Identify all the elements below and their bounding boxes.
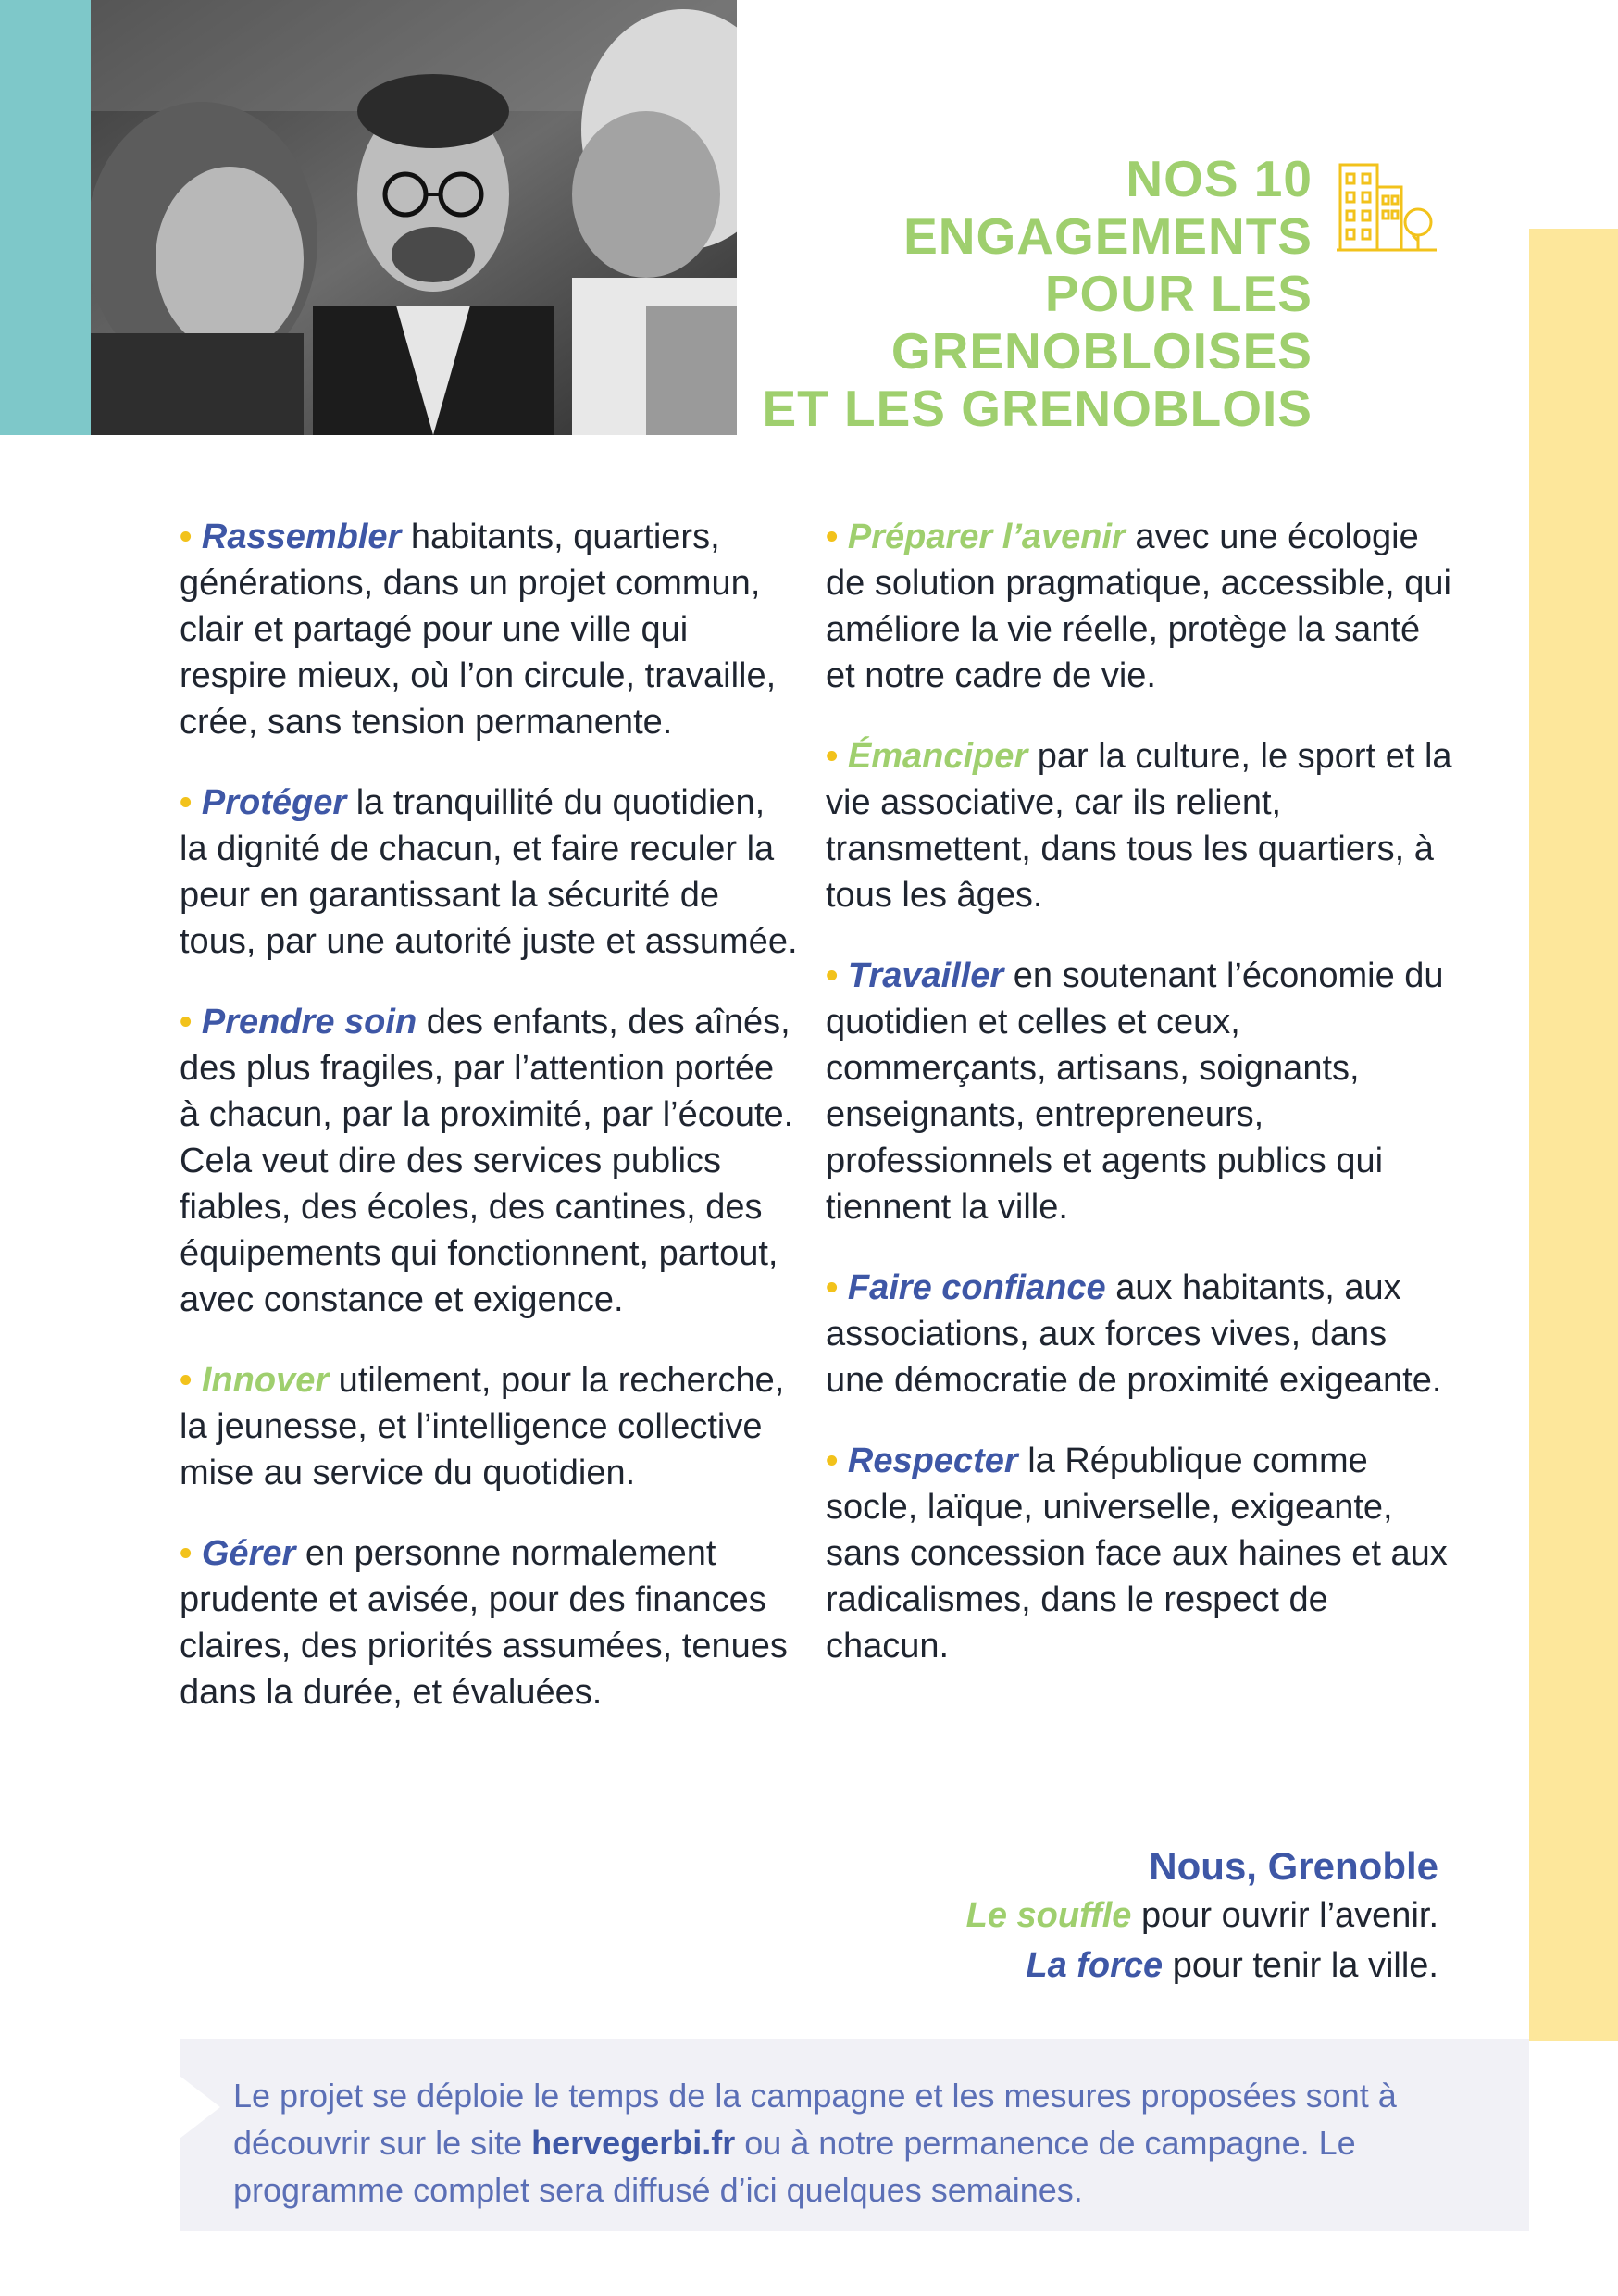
bullet: • bbox=[180, 1361, 193, 1400]
title-line: POUR LES bbox=[1044, 265, 1313, 322]
engagement-item bbox=[826, 514, 1455, 699]
footer-text-before: Le projet se déploie le temps de la campagne et les mesures proposées sont à découvrir sur le site bbox=[233, 2077, 1397, 2162]
title-line: ENGAGEMENTS bbox=[903, 207, 1313, 265]
engagement-text: utilement, pour la recherche, la jeunesse, et l’intelligence collective mise au service du quotidien. bbox=[180, 1361, 785, 1492]
engagement-text: avec une écologie de solution pragmatique, accessible, qui améliore la vie réelle, protège la santé et notre cadre de vie. bbox=[826, 518, 1451, 695]
engagement-item bbox=[826, 1265, 1455, 1404]
engagement-item bbox=[826, 1438, 1455, 1669]
footer-text-after: ou à notre permanence de campagne. Le programme complet sera diffusé d’ici quelques semaines. bbox=[233, 2124, 1356, 2209]
signature-block bbox=[966, 1842, 1438, 1990]
signature-text: pour ouvrir l’avenir. bbox=[1131, 1896, 1438, 1935]
footer-text bbox=[233, 2072, 1492, 2214]
engagement-keyword: Travailler bbox=[847, 956, 1004, 995]
bullet: • bbox=[180, 1534, 193, 1573]
bullet: • bbox=[826, 1441, 839, 1480]
website-link[interactable]: hervegerbi.fr bbox=[531, 2124, 736, 2162]
engagement-text: aux habitants, aux associations, aux forces vives, dans une démocratie de proximité exigeante. bbox=[826, 1268, 1442, 1400]
campaign-photo bbox=[91, 0, 737, 435]
engagement-keyword: Innover bbox=[201, 1361, 330, 1400]
engagement-item bbox=[180, 780, 800, 965]
bullet: • bbox=[826, 956, 839, 995]
title-line: ET LES GRENOBLOIS bbox=[762, 380, 1313, 437]
engagement-keyword: Faire confiance bbox=[847, 1268, 1106, 1307]
engagement-text: la République comme socle, laïque, universelle, exigeante, sans concession face aux haines et aux radicalismes, dans le respect de chacun. bbox=[826, 1441, 1448, 1666]
engagement-text: des enfants, des aînés, des plus fragiles, par l’attention portée à chacun, par la proximité, par l’écoute. Cela veut dire des services publics fiables, des écoles, des cantines, des équipements qui fonctionnent, partout, avec constance et exigence. bbox=[180, 1003, 794, 1319]
engagement-item bbox=[180, 999, 800, 1323]
engagement-text: habitants, quartiers, générations, dans un projet commun, clair et partagé pour une ville qui respire mieux, où l’on circule, travaille, crée, sans tension permanente. bbox=[180, 518, 777, 742]
title-line: NOS 10 bbox=[1126, 150, 1313, 207]
engagement-text: la tranquillité du quotidien, la dignité de chacun, et faire reculer la peur en garantissant la sécurité de tous, par une autorité juste et assumée. bbox=[180, 783, 798, 961]
engagements-left-column bbox=[180, 514, 800, 1750]
title-line: GRENOBLOISES bbox=[890, 322, 1313, 380]
footer-note bbox=[180, 2039, 1529, 2231]
teal-accent-bar bbox=[0, 0, 91, 435]
engagement-item bbox=[180, 1357, 800, 1496]
signature-text: pour tenir la ville. bbox=[1163, 1946, 1438, 1985]
bullet: • bbox=[826, 737, 839, 776]
bullet: • bbox=[180, 783, 193, 822]
engagement-item bbox=[826, 953, 1455, 1230]
engagement-keyword: Préparer l’avenir bbox=[847, 518, 1126, 556]
bullet: • bbox=[826, 1268, 839, 1307]
engagements-right-column bbox=[826, 514, 1455, 1703]
city-building-icon bbox=[1335, 156, 1438, 259]
engagement-keyword: Respecter bbox=[847, 1441, 1018, 1480]
signature-title: Nous, Grenoble bbox=[1149, 1844, 1438, 1888]
engagement-item bbox=[826, 733, 1455, 918]
signature-keyword: La force bbox=[1026, 1946, 1164, 1985]
bullet: • bbox=[826, 518, 839, 556]
engagement-text: en personne normalement prudente et avisée, pour des finances claires, des priorités assumées, tenues dans la durée, et évaluées. bbox=[180, 1534, 788, 1712]
page-title bbox=[762, 150, 1313, 437]
signature-line bbox=[966, 1890, 1438, 1940]
engagement-item bbox=[180, 514, 800, 745]
engagement-keyword: Rassembler bbox=[201, 518, 402, 556]
signature-keyword: Le souffle bbox=[965, 1896, 1132, 1935]
engagement-keyword: Émanciper bbox=[847, 737, 1028, 776]
yellow-accent-bar bbox=[1529, 229, 1618, 2041]
footer-notch bbox=[180, 2076, 220, 2139]
engagement-keyword: Protéger bbox=[201, 783, 347, 822]
bullet: • bbox=[180, 1003, 193, 1042]
bullet: • bbox=[180, 518, 193, 556]
engagement-text: en soutenant l’économie du quotidien et celles et ceux, commerçants, artisans, soignants, enseignants, entrepreneurs, professionnels et agents publics qui tiennent la ville. bbox=[826, 956, 1444, 1227]
engagement-keyword: Prendre soin bbox=[201, 1003, 417, 1042]
engagement-item bbox=[180, 1530, 800, 1716]
engagement-keyword: Gérer bbox=[201, 1534, 296, 1573]
signature-line bbox=[966, 1940, 1438, 1990]
engagement-text: par la culture, le sport et la vie associative, car ils relient, transmettent, dans tous les quartiers, à tous les âges. bbox=[826, 737, 1452, 915]
